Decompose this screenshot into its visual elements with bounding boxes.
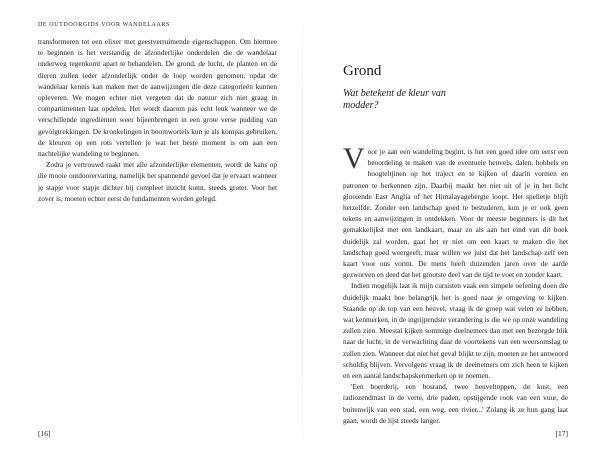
right-paragraph-3: 'Een boerderij, een bosrand, twee heuveltoppen, de kust, een radiozendmast in de verte, drie paden, opstijgende rook van een vuur, de buitenwijk van een stad, een weg, een rivier...' Zolang ik ze hun gang laat gaan, wordt de lijst steeds langer. (343, 382, 568, 425)
left-body-text (38, 36, 277, 204)
left-paragraph-1: transformeren tot een elixer met geestverruimende eigenschappen. Om hiermee te beginnen is het verstandig de afzonderlijke onderdelen die de wandelaar onderweg tegenkomt apart te behandelen. De grond, de lucht, de planten en de dieren zullen ieder afzonderlijk onder de loep worden genomen, opdat de wandelaar kennis kan maken met de aanwijzingen die deze categorieën kunnen opleveren. We mogen echter niet vergeten dat de natuur zich niet graag in compartimenten laat opdelen. Het wordt daarom pas echt leuk wanneer we de verschillende ingrediënten weer bijeenbrengen in een grote verse pudding van gevolgtrekkingen. De kronkelingen in boomwortels kun je als kompas gebruiken, de kleuren op een rots vertellen je wat het beste moment is om aan een nachtelijke wandeling te beginnen. (38, 37, 277, 159)
first-paragraph-rest: oor je aan een wandeling begint, is het een goed idee om eerst een beoordeling te maken van de eventuele heuvels, dalen, hobbels en hoogteltjinen op het traject en te kijken of daarin vormen en patronen te herkennen zijn. Daarbij maakt het niet uit of je in het licht glooiende East Anglia of het Himalayagebergte loopt. Het spelletje blijft hetzelfde. Zonder een landschap goed te bestuderen, kun je er ook geen tekens en aanwijzingen in ontdekken. Voor de meeste beginners is dit het gemakkelijkst met een landkaart, maar zo als aan het eind van dit boek duidelijk zal worden, gaat het er niet om een kaart te maken die het landschap goed weergeeft, maar willen we juist dat het landschap zelf een kaart voor ons vormt. De mens heeft duizenden jaren over de aarde gezworven en deed dat het grootste deel van de tijd te voet en zonder kaart. (343, 147, 568, 280)
right-paragraph-2: Indien mogelijk laat ik mijn cursisten vaak een simpele oefening doen die duidelijk maakt hoe belangrijk het is goed naar je omgeving te kijken. Staande op de top van een heuvel, vraag ik de groep wat velen ze hebben, wat kenmerken, in de ingrijpendste verandering is die we op onze wandeling zullen zien. Meestal kijken sommige deelnemers dan met een bezorgde blik naar de lucht, in de verwachting daar de voortekens van een weersomslag te zullen zien. Wanneer dat niet het geval blijkt te zijn, moeten ze het antwoord schuldig blijven. Vervolgens vraag ik de deelnemers om zich heen te kijken en een aantal landschapskenmerken op te noemen. (343, 281, 568, 381)
page-number-left: [16] (38, 429, 51, 438)
drop-cap: V (343, 142, 365, 175)
running-head: DE OUTDOORGIDS VOOR WANDELAARS (38, 22, 170, 28)
right-paragraph-1 (343, 142, 568, 280)
right-body-text (343, 142, 568, 426)
page-number-right: [17] (555, 429, 568, 438)
chapter-subtitle: Wat betekent de kleur van modder? (343, 88, 446, 111)
right-page (303, 0, 606, 465)
chapter-title: Grond (343, 63, 382, 79)
left-paragraph-2: Zodra je vertrouwd raakt met alle afzonderlijke elementen, wordt de kans op die mooie outdoorervaring, namelijk het spannende gevoel dat je ervaart wanneer je stapje voor stapje dichter bij compleet inzicht komt, steeds groter. Voor het zover is, moeten echter eerst de fundamenten worden gelegd. (38, 160, 277, 203)
